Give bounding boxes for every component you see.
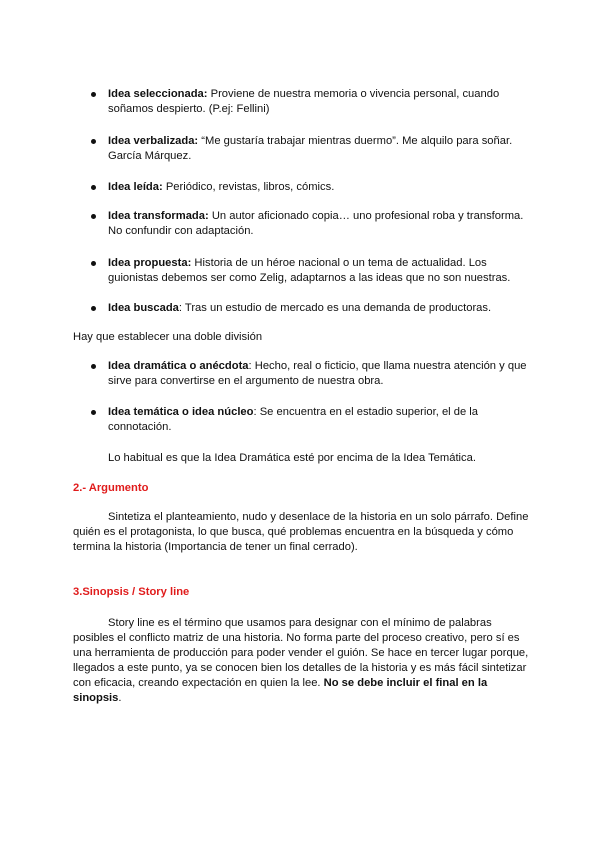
bullet-icon (91, 261, 96, 266)
bullet-icon (91, 410, 96, 415)
bullet-icon (91, 364, 96, 369)
section-body: Sintetiza el planteamiento, nudo y desenlace de la historia en un solo párrafo. Define quién es el protagonista, lo que busca, qué problemas encuentra en la búsqueda y cómo termina la historia (Importancia de tener un final cerrado). (73, 511, 529, 553)
division-intro: Hay que establecer una doble división (73, 331, 263, 343)
list-item: Idea temática o idea núcleo: Se encuentra en el estadio superior, el de la connotación. (108, 406, 479, 433)
bullet-icon (91, 185, 96, 190)
bullet-icon (91, 306, 96, 311)
bullet-icon (91, 92, 96, 97)
section-heading: 2.- Argumento (73, 482, 149, 494)
list-item: Idea transformada: Un autor aficionado copia… uno profesional roba y transforma. No confundir con adaptación. (108, 210, 524, 237)
list-item: Idea verbalizada: “Me gustaría trabajar mientras duermo”. Me alquilo para soñar. García Márquez. (108, 135, 513, 162)
section-body: Story line es el término que usamos para designar con el mínimo de palabras posibles el conflicto matriz de una historia. No forma parte del proceso creativo, pero sí es una herramienta de producción para poder vender el guión. Se hace en tercer lugar porque, llegados a este punto, ya se conocen bien los detalles de la historia y es más fácil sintetizar con eficacia, creando expectación en quien la lee. No se debe incluir el final en la sinopsis. (73, 617, 529, 704)
bullet-icon (91, 214, 96, 219)
list-item: Idea dramática o anécdota: Hecho, real o ficticio, que llama nuestra atención y que sirve para convertirse en el argumento de nuestra obra. (108, 360, 527, 387)
list-item: Idea seleccionada: Proviene de nuestra memoria o vivencia personal, cuando soñamos despierto. (P.ej: Fellini) (108, 88, 500, 115)
bullet-icon (91, 139, 96, 144)
list-item: Idea leída: Periódico, revistas, libros, cómics. (108, 181, 335, 193)
division-note: Lo habitual es que la Idea Dramática esté por encima de la Idea Temática. (108, 452, 476, 464)
list-item: Idea propuesta: Historia de un héroe nacional o un tema de actualidad. Los guionistas debemos ser como Zelig, adaptarnos a las ideas que no son nuestras. (108, 257, 511, 284)
list-item: Idea buscada: Tras un estudio de mercado es una demanda de productoras. (108, 302, 492, 314)
section-heading: 3.Sinopsis / Story line (73, 586, 190, 598)
